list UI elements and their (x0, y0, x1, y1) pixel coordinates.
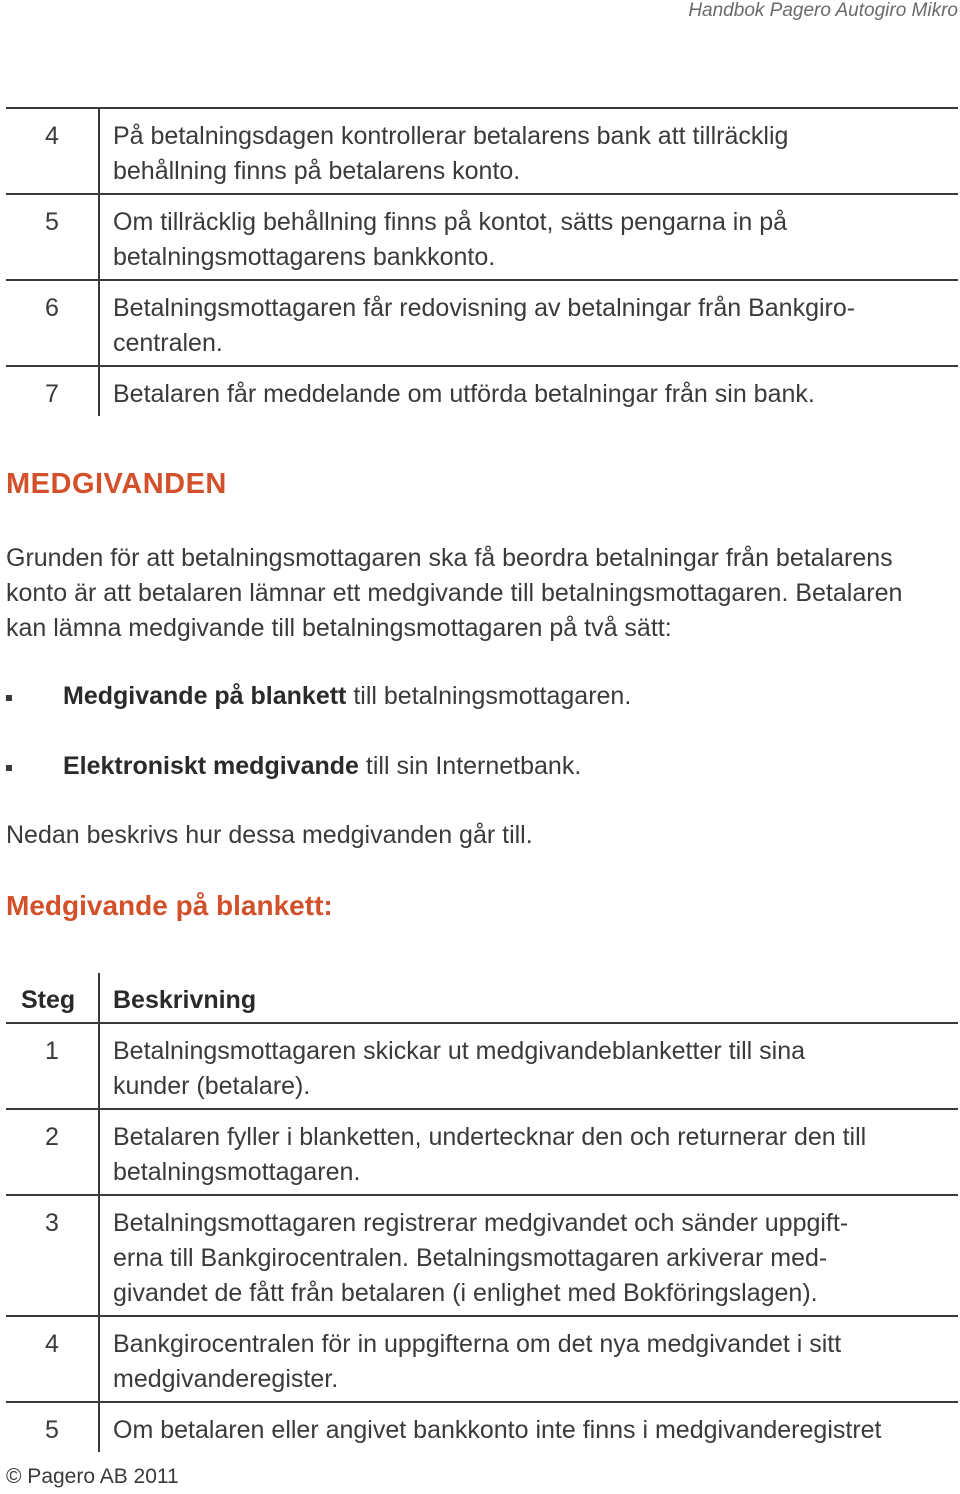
description-line: medgivanderegister. (113, 1365, 339, 1393)
table-header-row (6, 973, 958, 1024)
step-number: 5 (45, 208, 59, 236)
step-description (98, 1024, 958, 1108)
table-row (6, 195, 958, 281)
process-steps-table (6, 107, 958, 416)
step-description (98, 1317, 958, 1401)
description-line: Betalningsmottagaren skickar ut medgivandeblanketter till sina (113, 1037, 806, 1065)
table-row (6, 281, 958, 367)
blankett-steps-table (6, 973, 958, 1452)
description-line: Betalningsmottagaren får redovisning av betalningar från Bankgiro- (113, 294, 856, 322)
step-number: 6 (45, 294, 59, 322)
bullet-bold-text: Medgivande på blankett (63, 682, 347, 710)
running-header: Handbok Pagero Autogiro Mikro (688, 0, 958, 21)
table-row (6, 1317, 958, 1403)
description-line: kunder (betalare). (113, 1072, 311, 1100)
step-description (98, 1110, 958, 1194)
step-number: 2 (45, 1123, 59, 1151)
description-line: Betalaren fyller i blanketten, undertecknar den och returnerar den till (113, 1123, 867, 1151)
paragraph-line: kan lämna medgivande till betalningsmottagaren på två sätt: (6, 614, 672, 642)
table-row (6, 109, 958, 195)
step-number: 1 (45, 1037, 59, 1065)
step-description (98, 367, 958, 416)
table-row (6, 1110, 958, 1196)
bullet-text (63, 679, 631, 714)
table-row (6, 1403, 958, 1452)
description-line: centralen. (113, 329, 223, 357)
description-line: Om betalaren eller angivet bankkonto inte finns i medgivanderegistret (113, 1416, 882, 1444)
description-line: behållning finns på betalarens konto. (113, 157, 521, 185)
description-line: Om tillräcklig behållning finns på kontot, sätts pengarna in på (113, 208, 787, 236)
description-line: betalningsmottagaren. (113, 1158, 361, 1186)
subsection-heading-blankett: Medgivande på blankett: (6, 890, 333, 921)
table-row (6, 1196, 958, 1317)
step-description (98, 195, 958, 279)
step-number: 4 (45, 1330, 59, 1358)
table-row (6, 1024, 958, 1110)
description-line: betalningsmottagarens bankkonto. (113, 243, 496, 271)
step-number: 7 (45, 380, 59, 408)
step-number: 4 (45, 122, 59, 150)
outro-paragraph: Nedan beskrivs hur dessa medgivanden går till. (6, 821, 533, 849)
step-description (98, 1196, 958, 1315)
bullet-square-icon (6, 695, 12, 701)
bullet-square-icon (6, 765, 12, 771)
step-number: 3 (45, 1209, 59, 1237)
step-number: 5 (45, 1416, 59, 1444)
bullet-rest-text: till betalningsmottagaren. (346, 682, 632, 710)
description-line: Betalningsmottagaren registrerar medgivandet och sänder uppgift- (113, 1209, 849, 1237)
step-description (98, 281, 958, 365)
column-header-description: Beskrivning (98, 973, 958, 1022)
table-row (6, 367, 958, 416)
bullet-rest-text: till sin Internetbank. (358, 752, 582, 780)
step-description (98, 1403, 958, 1452)
column-header-step: Steg (21, 986, 76, 1014)
footer-copyright: © Pagero AB 2011 (6, 1465, 179, 1488)
section-heading-medgivanden: MEDGIVANDEN (6, 468, 227, 500)
description-line: På betalningsdagen kontrollerar betalarens bank att tillräcklig (113, 122, 789, 150)
paragraph-line: Grunden för att betalningsmottagaren ska få beordra betalningar från betalarens (6, 544, 893, 572)
bullet-bold-text: Elektroniskt medgivande (63, 752, 359, 780)
step-description (98, 109, 958, 193)
description-line: erna till Bankgirocentralen. Betalningsmottagaren arkiverar med- (113, 1244, 828, 1272)
intro-paragraph (6, 541, 960, 646)
description-line: Bankgirocentralen för in uppgifterna om det nya medgivandet i sitt (113, 1330, 842, 1358)
description-line: givandet de fått från betalaren (i enlighet med Bokföringslagen). (113, 1279, 818, 1307)
paragraph-line: konto är att betalaren lämnar ett medgivande till betalningsmottagaren. Betalaren (6, 579, 903, 607)
bullet-text (63, 749, 581, 784)
description-line: Betalaren får meddelande om utförda betalningar från sin bank. (113, 380, 815, 408)
